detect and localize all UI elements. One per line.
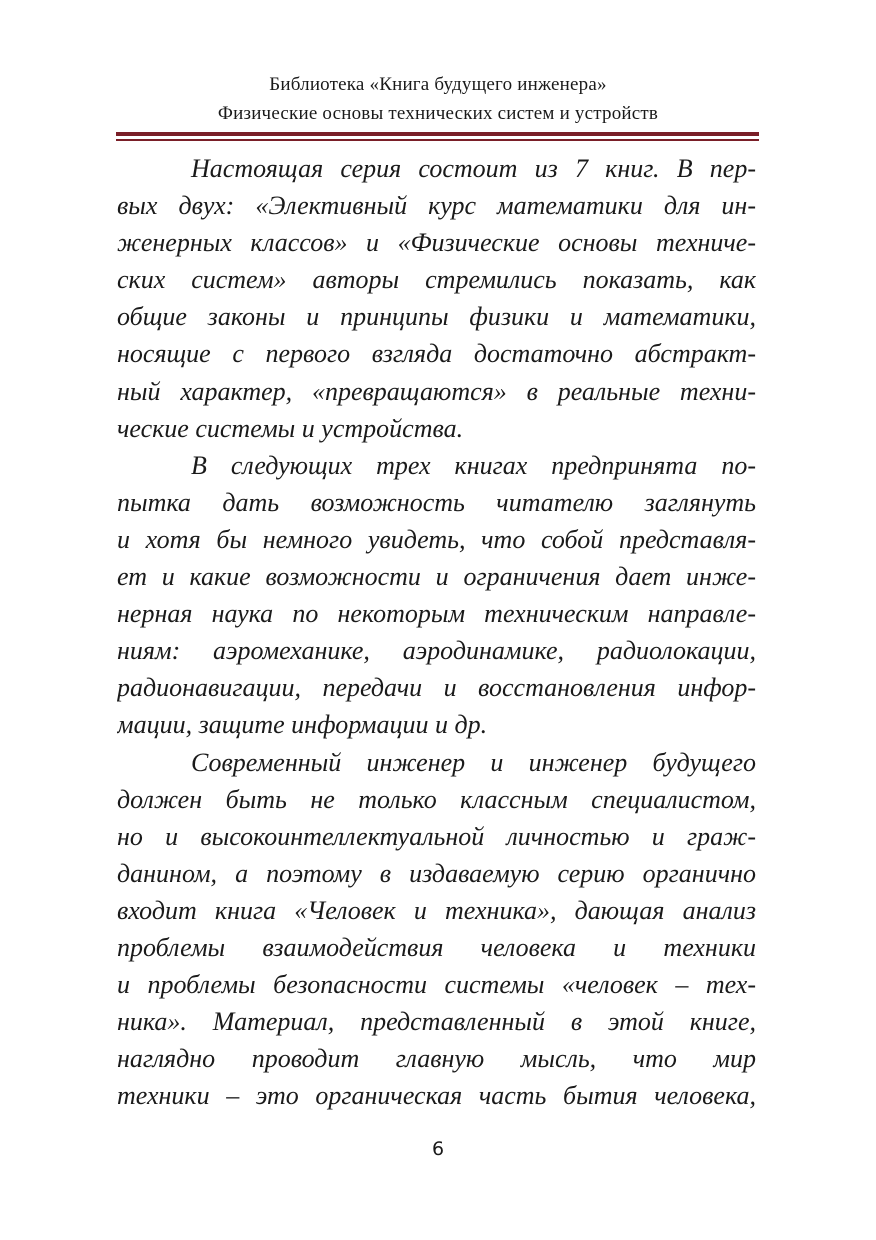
text-line: ный характер, «превращаются» в реальные техни- [117, 376, 756, 406]
text-line: Настоящая серия состоит из 7 книг. В пер- [191, 154, 756, 183]
text-line: и проблемы безопасности системы «человек – тех- [117, 970, 756, 1000]
text-line: общие законы и принципы физики и математики, [117, 302, 756, 332]
running-header-library: Библиотека «Книга будущего инженера» [269, 74, 607, 95]
text-line: вых двух: «Элективный курс математики для ин- [117, 191, 756, 221]
body-text [117, 150, 756, 1114]
text-line: ских систем» авторы стремились показать, как [117, 265, 756, 295]
text-line: ет и какие возможности и ограничения дает инже- [117, 562, 756, 592]
text-line: радионавигации, передачи и восстановления инфор- [117, 673, 756, 703]
text-line: но и высокоинтеллектуальной личностью и граж- [117, 821, 756, 851]
text-line: входит книга «Человек и техника», дающая анализ [117, 895, 756, 925]
page-number: 6 [431, 1138, 445, 1160]
text-line: проблемы взаимодействия человека и техники [117, 932, 756, 962]
text-line: и хотя бы немного увидеть, что собой представля- [117, 524, 756, 554]
header-rule-thick [116, 132, 759, 136]
text-line: нерная наука по некоторым техническим направле- [117, 599, 756, 629]
text-line: В следующих трех книгах предпринята по- [191, 450, 756, 480]
text-line: ниям: аэромеханике, аэродинамике, радиолокации, [117, 636, 756, 666]
text-line: данином, а поэтому в издаваемую серию органично [117, 858, 756, 888]
text-line: наглядно проводит главную мысль, что мир [117, 1044, 756, 1074]
text-line: ника». Материал, представленный в этой книге, [117, 1007, 756, 1037]
text-line: техники – это органическая часть бытия человека, [117, 1081, 756, 1111]
text-line: женерных классов» и «Физические основы техниче- [117, 228, 756, 258]
text-line: мации, защите информации и др. [117, 710, 488, 740]
text-line: пытка дать возможность читателю заглянуть [117, 487, 756, 517]
header-rule-thin [116, 139, 759, 141]
text-line: ческие системы и устройства. [117, 413, 464, 443]
text-line: должен быть не только классным специалистом, [117, 784, 756, 814]
running-header-book-title: Физические основы технических систем и устройств [217, 103, 659, 124]
text-line: носящие с первого взгляда достаточно абстракт- [117, 339, 756, 369]
text-line: Современный инженер и инженер будущего [191, 747, 756, 777]
